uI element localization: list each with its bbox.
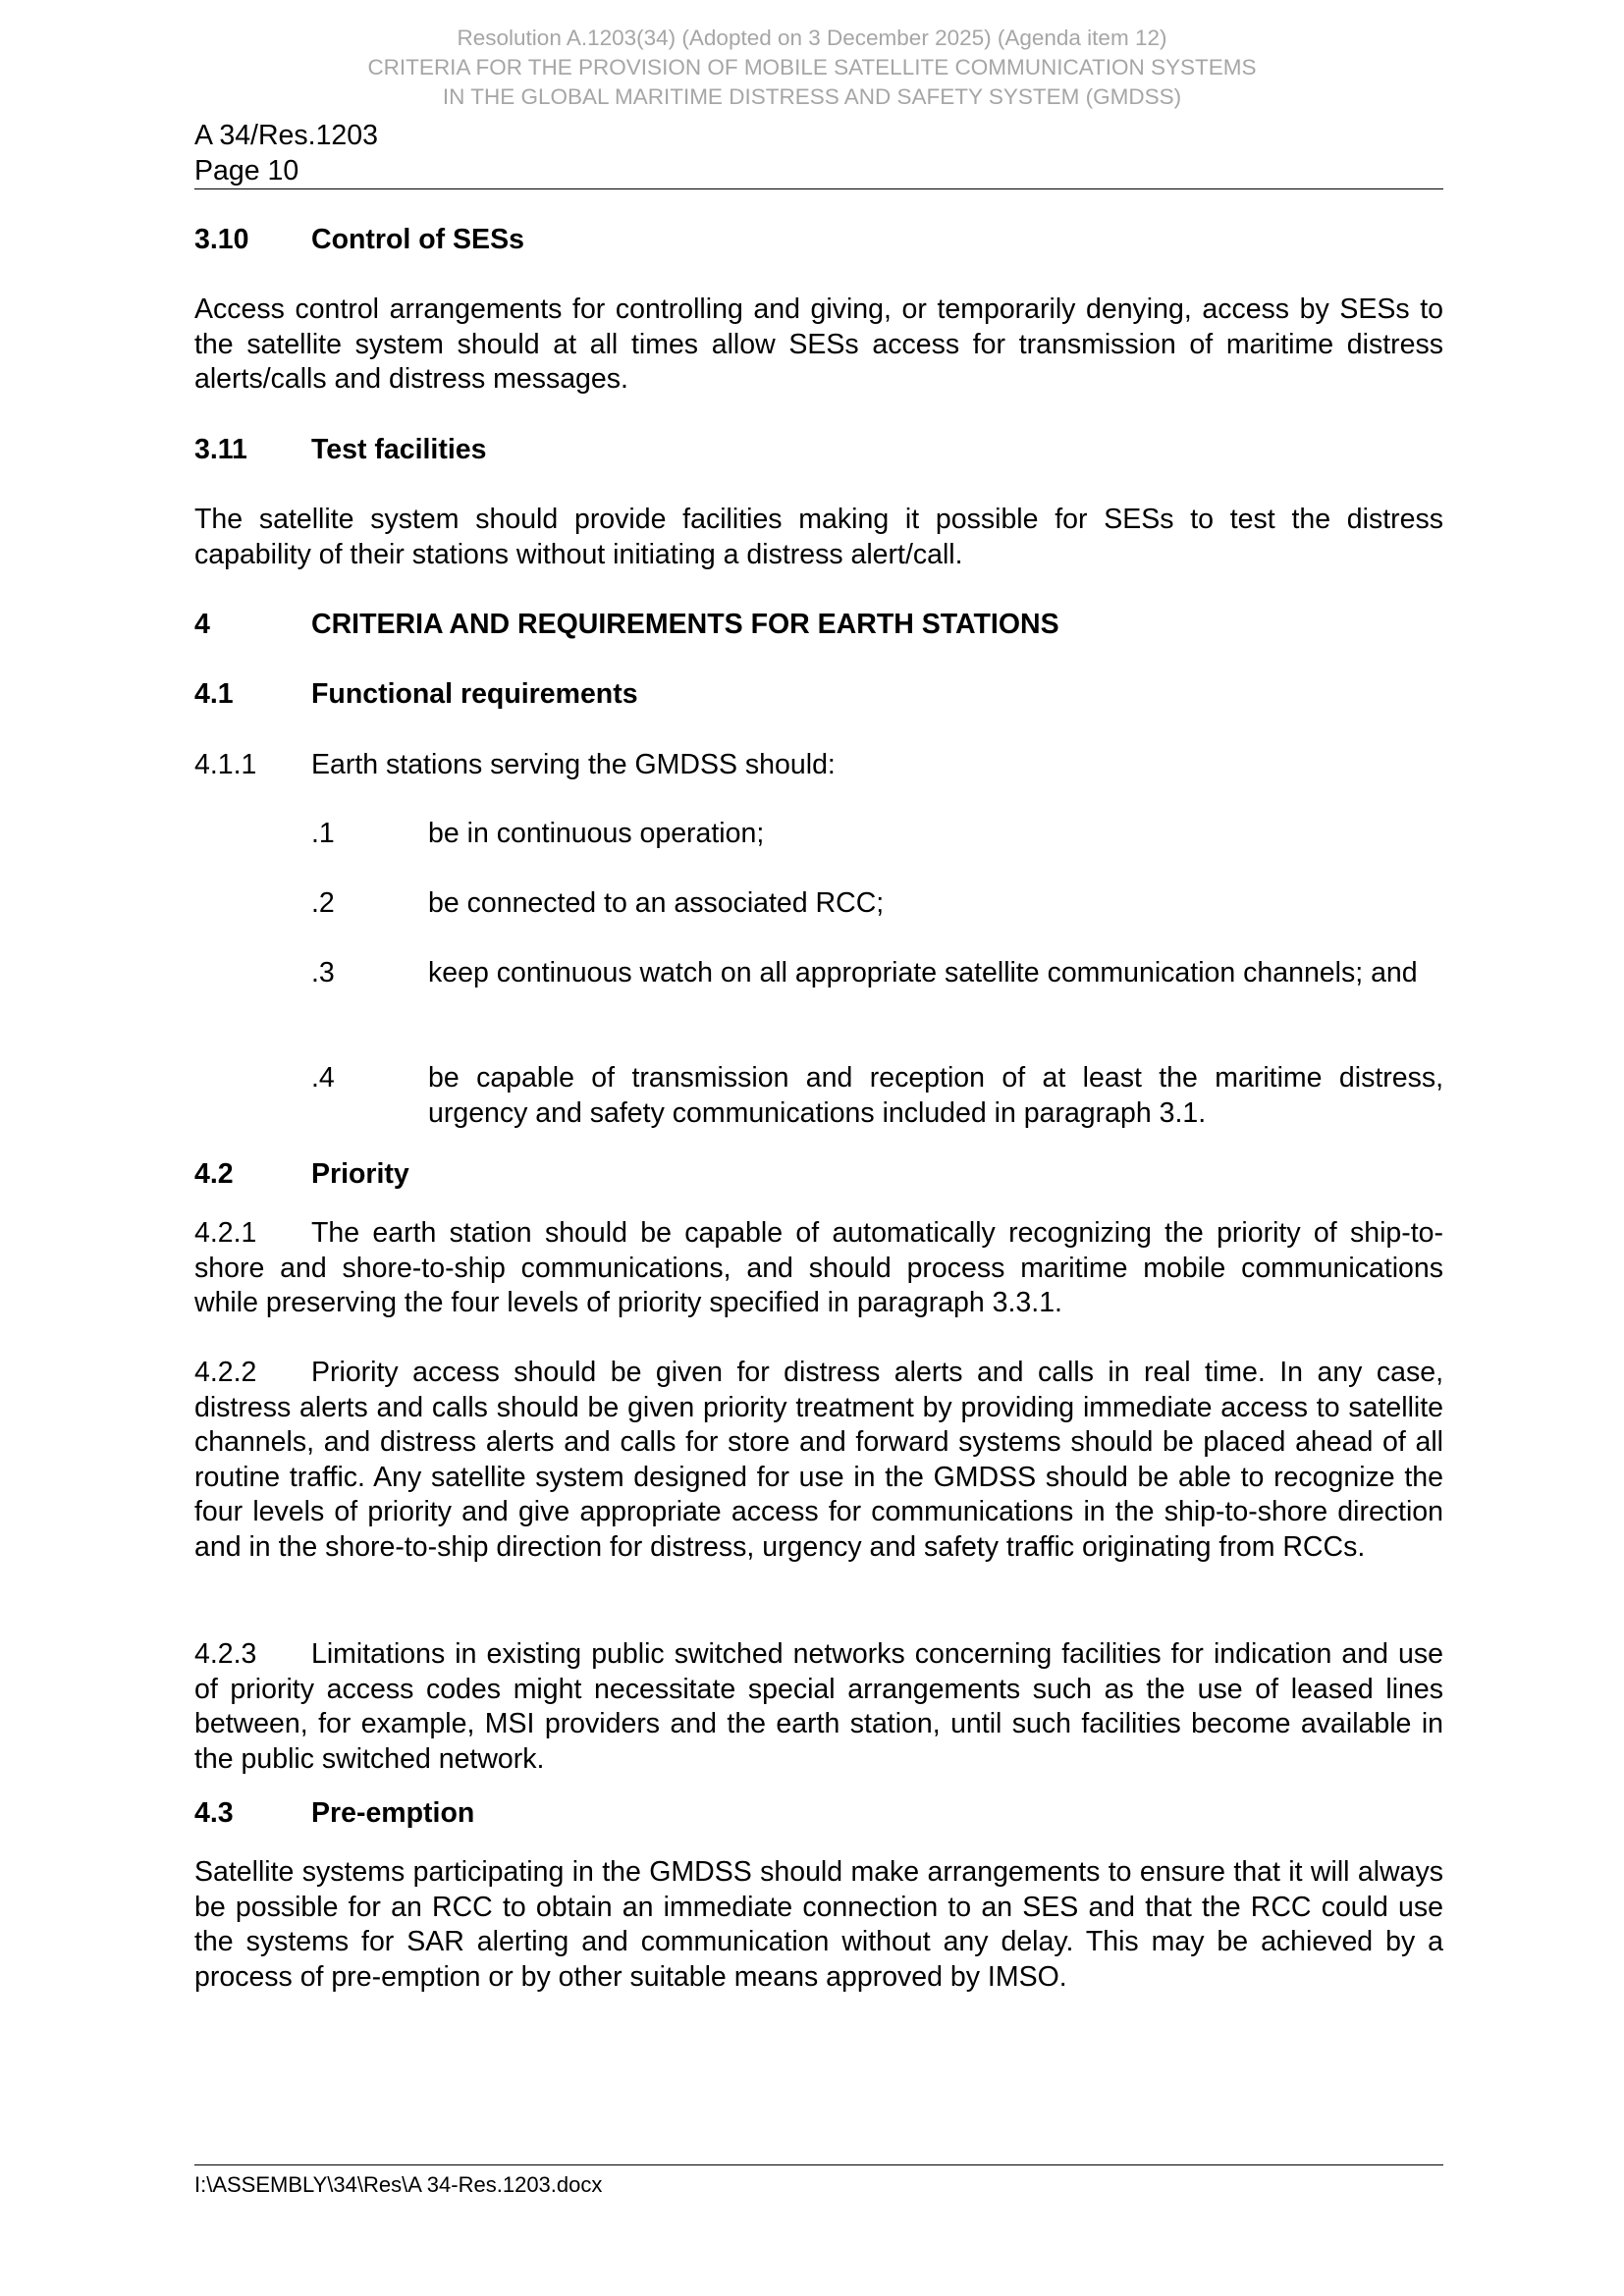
- page-reference: [194, 118, 378, 188]
- paragraph-number: 4.1.1: [194, 749, 257, 780]
- paragraph-text: Priority access should be given for distress alerts and calls in real time. In any case, distress alerts and calls should be given priority treatment by providing immediate access to satellite channels, and distress alerts and calls for store and forward systems should be placed ahead of all routine traffic. Any satellite system designed for use in the GMDSS should be able to recognize the four levels of priority and give appropriate access for communications in the ship-to-shore direction and in the shore-to-ship direction for distress, urgency and safety traffic originating from RCCs.: [194, 1357, 1443, 1563]
- paragraph-4-2-3: [194, 1637, 1443, 1777]
- list-item-text: be in continuous operation;: [428, 818, 765, 849]
- section-number: 4.1: [194, 678, 234, 710]
- section-title: Functional requirements: [311, 678, 638, 710]
- list-item: [311, 817, 1443, 852]
- list-item: [311, 956, 1443, 991]
- paragraph-number: 4.2.2: [194, 1357, 257, 1388]
- list-item: [311, 1061, 1443, 1131]
- list-item-number: .1: [311, 818, 335, 849]
- section-3-10-paragraph: Access control arrangements for controlling and giving, or temporarily denying, access by SESs to the satellite system should at all times allow SESs access for transmission of maritime distress alerts/calls and distress messages.: [194, 294, 1443, 395]
- paragraph-4-2-2: [194, 1356, 1443, 1565]
- footer-rule: [194, 2164, 1443, 2165]
- paragraph-number: 4.2.1: [194, 1217, 257, 1249]
- page-number: Page 10: [194, 155, 299, 187]
- section-4-2-heading: [194, 1156, 409, 1192]
- section-number: 3.10: [194, 224, 249, 255]
- section-title: Test facilities: [311, 434, 487, 465]
- list-item-number: .2: [311, 887, 335, 919]
- paragraph-number: 4.2.3: [194, 1638, 257, 1670]
- paragraph-4-2-1: [194, 1216, 1443, 1321]
- paragraph-text: The earth station should be capable of automatically recognizing the priority of ship-to-shore and shore-to-ship communications, and should process maritime mobile communications while preserving the four levels of priority specified in paragraph 3.3.1.: [194, 1217, 1443, 1318]
- list-item-number: .4: [311, 1062, 335, 1094]
- list-item-text: be capable of transmission and reception of at least the maritime distress, urgency and safety communications included in paragraph 3.1.: [428, 1062, 1443, 1129]
- section-3-11-paragraph: The satellite system should provide facilities making it possible for SESs to test the distress capability of their stations without initiating a distress alert/call.: [194, 504, 1443, 570]
- section-4-1-heading: [194, 676, 638, 712]
- running-header: [0, 24, 1624, 112]
- header-rule: [194, 188, 1443, 189]
- section-4-3-paragraph: Satellite systems participating in the GMDSS should make arrangements to ensure that it will always be possible for an RCC to obtain an immediate connection to an SES and that the RCC could use the systems for SAR alerting and communication without any delay. This may be achieved by a process of pre-emption or by other suitable means approved by IMSO.: [194, 1856, 1443, 1993]
- running-header-line-1: Resolution A.1203(34) (Adopted on 3 December 2025) (Agenda item 12): [457, 26, 1167, 50]
- paragraph-4-1-1: [194, 747, 836, 782]
- section-number: 3.11: [194, 434, 247, 465]
- section-3-10-heading: [194, 222, 524, 257]
- paragraph-text: Limitations in existing public switched networks concerning facilities for indication and use of priority access codes might necessitate special arrangements such as the use of leased lines between, for example, MSI providers and the earth station, until such facilities become available in the public switched network.: [194, 1638, 1443, 1775]
- document-reference: A 34/Res.1203: [194, 120, 378, 151]
- section-4-heading: [194, 607, 1059, 642]
- section-title: Control of SESs: [311, 224, 524, 255]
- list-item-text: be connected to an associated RCC;: [428, 887, 885, 919]
- running-header-line-3: IN THE GLOBAL MARITIME DISTRESS AND SAFETY SYSTEM (GMDSS): [442, 84, 1182, 109]
- running-header-line-2: CRITERIA FOR THE PROVISION OF MOBILE SATELLITE COMMUNICATION SYSTEMS: [367, 55, 1257, 80]
- section-number: 4.2: [194, 1158, 234, 1190]
- list-item-text: keep continuous watch on all appropriate satellite communication channels; and: [428, 957, 1418, 988]
- section-title: Pre-emption: [311, 1797, 475, 1829]
- footer-file-path: I:\ASSEMBLY\34\Res\A 34-Res.1203.docx: [194, 2172, 603, 2197]
- section-4-3-heading: [194, 1795, 474, 1831]
- section-3-11-heading: [194, 432, 486, 467]
- section-title: CRITERIA AND REQUIREMENTS FOR EARTH STATIONS: [311, 609, 1059, 640]
- list-item-number: .3: [311, 957, 335, 988]
- paragraph-text: Earth stations serving the GMDSS should:: [311, 749, 836, 780]
- section-title: Priority: [311, 1158, 409, 1190]
- section-number: 4: [194, 609, 210, 640]
- list-item: [311, 886, 1443, 922]
- section-number: 4.3: [194, 1797, 234, 1829]
